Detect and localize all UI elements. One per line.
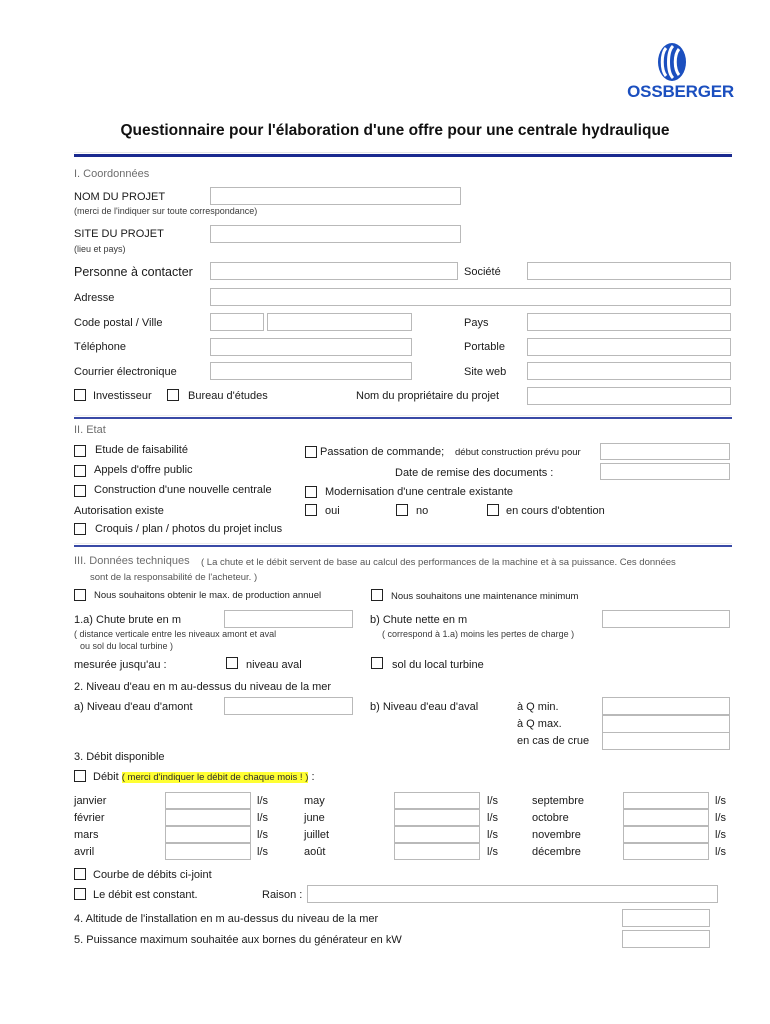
appels-label: Appels d'offre public xyxy=(94,464,193,476)
unit-label: l/s xyxy=(487,812,498,824)
croquis-label: Croquis / plan / photos du projet inclus xyxy=(95,523,283,535)
q-max-label: à Q max. xyxy=(517,718,562,730)
investisseur-label: Investisseur xyxy=(93,390,152,402)
raison-label: Raison : xyxy=(262,889,303,901)
month-label: may xyxy=(304,795,325,807)
month-label: janvier xyxy=(74,795,107,807)
altitude-label: 4. Altitude de l'installation en m au-dessus du niveau de la mer xyxy=(74,913,379,925)
month-flow-field[interactable] xyxy=(394,809,480,826)
nom-proprietaire-field[interactable] xyxy=(527,387,731,405)
personne-field[interactable] xyxy=(210,262,458,280)
section-1-divider xyxy=(74,415,732,419)
bureau-checkbox[interactable] xyxy=(167,389,179,401)
courrier-label: Courrier électronique xyxy=(74,366,177,378)
nom-projet-label: NOM DU PROJET xyxy=(74,191,166,203)
modernisation-label: Modernisation d'une centrale existante xyxy=(325,486,513,498)
code-postal-label: Code postal / Ville xyxy=(74,317,163,329)
nom-projet-field[interactable] xyxy=(210,187,461,205)
en-cours-checkbox[interactable] xyxy=(487,504,499,516)
unit-label: l/s xyxy=(257,846,268,858)
month-label: novembre xyxy=(532,829,581,841)
sol-local-label: sol du local turbine xyxy=(392,659,484,671)
q-min-label: à Q min. xyxy=(517,701,559,713)
page-title: Questionnaire pour l'élaboration d'une offre pour une centrale hydraulique xyxy=(120,122,670,139)
month-label: décembre xyxy=(532,846,581,858)
section-2-divider xyxy=(74,543,732,547)
date-remise-label: Date de remise des documents : xyxy=(395,467,554,479)
q-max-field[interactable] xyxy=(602,715,730,733)
chute-brute-note-1: ( distance verticale entre les niveaux amont et aval xyxy=(74,629,277,639)
maintenance-checkbox[interactable] xyxy=(371,589,383,601)
unit-label: l/s xyxy=(487,795,498,807)
maintenance-label: Nous souhaitons une maintenance minimum xyxy=(391,591,579,602)
ossberger-emblem-icon xyxy=(652,42,692,82)
debit-checkbox[interactable] xyxy=(74,770,86,782)
title-divider xyxy=(74,152,732,158)
niveau-amont-field[interactable] xyxy=(224,697,353,715)
courbe-checkbox[interactable] xyxy=(74,868,86,880)
debit-note: ( merci d'indiquer le débit de chaque mois ! ) xyxy=(121,772,309,783)
section-3-note-1: ( La chute et le débit servent de base au calcul des performances de la machine et à sa puissance. Ces données xyxy=(201,557,676,568)
altitude-field[interactable] xyxy=(622,909,710,927)
max-production-label: Nous souhaitons obtenir le max. de production annuel xyxy=(94,590,322,601)
nom-proprietaire-label: Nom du propriétaire du projet xyxy=(356,390,500,402)
modernisation-checkbox[interactable] xyxy=(305,486,317,498)
chute-brute-field[interactable] xyxy=(224,610,353,628)
croquis-checkbox[interactable] xyxy=(74,523,86,535)
niveau-amont-label: a) Niveau d'eau d'amont xyxy=(74,701,193,713)
chute-nette-label: b) Chute nette en m xyxy=(370,614,468,626)
month-flow-field[interactable] xyxy=(394,792,480,809)
autorisation-label: Autorisation existe xyxy=(74,505,164,517)
niveau-eau-heading: 2. Niveau d'eau en m au-dessus du niveau de la mer xyxy=(74,681,332,693)
chute-brute-label: 1.a) Chute brute en m xyxy=(74,614,182,626)
section-2-heading: II. Etat xyxy=(74,424,106,436)
chute-nette-note: ( correspond à 1.a) moins les pertes de charge ) xyxy=(382,629,575,639)
raison-field[interactable] xyxy=(307,885,718,903)
unit-label: l/s xyxy=(257,812,268,824)
pays-label: Pays xyxy=(464,317,489,329)
societe-field[interactable] xyxy=(527,262,731,280)
debit-word: Débit xyxy=(93,771,119,783)
pays-field[interactable] xyxy=(527,313,731,331)
courbe-label: Courbe de débits ci-joint xyxy=(93,869,212,881)
debut-construction-field[interactable] xyxy=(600,443,730,460)
niveau-aval-label: niveau aval xyxy=(246,659,302,671)
ville-field[interactable] xyxy=(267,313,412,331)
adresse-field[interactable] xyxy=(210,288,731,306)
construction-checkbox[interactable] xyxy=(74,485,86,497)
sol-local-checkbox[interactable] xyxy=(371,657,383,669)
month-flow-field[interactable] xyxy=(394,826,480,843)
puissance-label: 5. Puissance maximum souhaitée aux bornes du générateur en kW xyxy=(74,934,402,946)
etude-checkbox[interactable] xyxy=(74,445,86,457)
telephone-field[interactable] xyxy=(210,338,412,356)
q-min-field[interactable] xyxy=(602,697,730,715)
etude-label: Etude de faisabilité xyxy=(95,444,188,456)
nom-projet-note: (merci de l'indiquer sur toute correspondance) xyxy=(74,206,258,216)
societe-label: Société xyxy=(464,266,501,278)
constant-label: Le débit est constant. xyxy=(93,889,198,901)
portable-label: Portable xyxy=(464,341,505,353)
debit-label xyxy=(93,771,315,784)
month-flow-field[interactable] xyxy=(165,826,251,843)
non-label: no xyxy=(416,505,429,517)
month-label: septembre xyxy=(532,795,584,807)
unit-label: l/s xyxy=(487,846,498,858)
crue-label: en cas de crue xyxy=(517,735,590,747)
company-logo xyxy=(606,42,734,104)
site-web-field[interactable] xyxy=(527,362,731,380)
crue-field[interactable] xyxy=(602,732,730,750)
unit-label: l/s xyxy=(257,829,268,841)
brand-name: OSSBERGER xyxy=(627,82,734,101)
niveau-aval-checkbox[interactable] xyxy=(226,657,238,669)
courrier-field[interactable] xyxy=(210,362,412,380)
date-remise-field[interactable] xyxy=(600,463,730,480)
unit-label: l/s xyxy=(487,829,498,841)
portable-field[interactable] xyxy=(527,338,731,356)
construction-label: Construction d'une nouvelle centrale xyxy=(94,484,272,496)
site-web-label: Site web xyxy=(464,366,507,378)
chute-nette-field[interactable] xyxy=(602,610,730,628)
adresse-label: Adresse xyxy=(74,292,115,304)
site-projet-label: SITE DU PROJET xyxy=(74,228,164,240)
month-flow-field[interactable] xyxy=(623,792,709,809)
month-flow-field[interactable] xyxy=(165,843,251,860)
puissance-field[interactable] xyxy=(622,930,710,948)
month-flow-field[interactable] xyxy=(165,792,251,809)
debit-disponible-heading: 3. Débit disponible xyxy=(74,751,165,763)
month-label: june xyxy=(304,812,325,824)
unit-label: l/s xyxy=(715,829,726,841)
personne-label: Personne à contacter xyxy=(74,265,193,279)
non-checkbox[interactable] xyxy=(396,504,408,516)
month-flow-field[interactable] xyxy=(623,826,709,843)
debut-construction-label: début construction prévu pour xyxy=(455,447,581,458)
unit-label: l/s xyxy=(257,795,268,807)
oui-label: oui xyxy=(325,505,340,517)
month-flow-field[interactable] xyxy=(165,809,251,826)
max-production-checkbox[interactable] xyxy=(74,589,86,601)
debit-colon: : xyxy=(311,771,315,783)
month-label: juillet xyxy=(304,829,330,841)
mesuree-label: mesurée jusqu'au : xyxy=(74,659,167,671)
section-3-heading: III. Données techniques xyxy=(74,555,190,567)
appels-checkbox[interactable] xyxy=(74,465,86,477)
month-label: avril xyxy=(74,846,95,858)
code-postal-field[interactable] xyxy=(210,313,264,331)
section-3-note-2: sont de la responsabilité de l'acheteur. ) xyxy=(90,572,258,583)
month-label: octobre xyxy=(532,812,569,824)
bureau-label: Bureau d'études xyxy=(188,390,268,402)
section-1-heading: I. Coordonnées xyxy=(74,168,150,180)
site-projet-note: (lieu et pays) xyxy=(74,244,126,254)
unit-label: l/s xyxy=(715,795,726,807)
passation-label: Passation de commande; xyxy=(320,446,445,458)
month-flow-field[interactable] xyxy=(394,843,480,860)
unit-label: l/s xyxy=(715,812,726,824)
investisseur-checkbox[interactable] xyxy=(74,389,86,401)
site-projet-field[interactable] xyxy=(210,225,461,243)
unit-label: l/s xyxy=(715,846,726,858)
month-flow-field[interactable] xyxy=(623,843,709,860)
telephone-label: Téléphone xyxy=(74,341,126,353)
chute-brute-note-2: ou sol du local turbine ) xyxy=(80,641,174,651)
month-flow-field[interactable] xyxy=(623,809,709,826)
oui-checkbox[interactable] xyxy=(305,504,317,516)
month-label: février xyxy=(74,812,105,824)
month-label: août xyxy=(304,846,326,858)
passation-checkbox[interactable] xyxy=(305,446,317,458)
constant-checkbox[interactable] xyxy=(74,888,86,900)
month-label: mars xyxy=(74,829,99,841)
niveau-aval-b-label: b) Niveau d'eau d'aval xyxy=(370,701,479,713)
en-cours-label: en cours d'obtention xyxy=(506,505,605,517)
